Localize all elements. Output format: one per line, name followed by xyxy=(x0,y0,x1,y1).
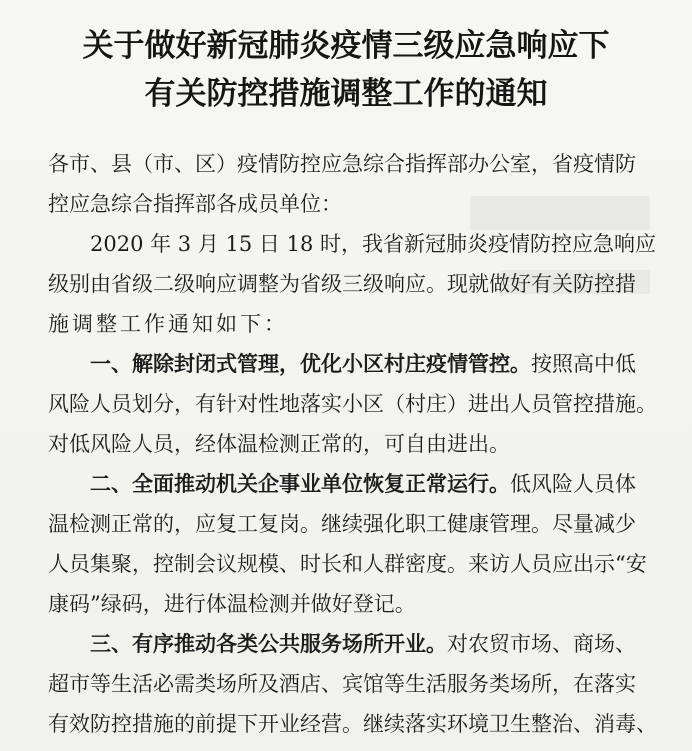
document-title xyxy=(0,22,692,118)
section-3-line-3: 有效防控措施的前提下开业经营。继续落实环境卫生整治、消毒、 xyxy=(48,712,657,736)
section-1-heading: 一、解除封闭式管理，优化小区村庄疫情管控。 xyxy=(90,352,531,376)
intro-line-2: 级别由省级二级响应调整为省级三级响应。现就做好有关防控措 xyxy=(48,272,636,296)
addressee-line-1: 各市、县（市、区）疫情防控应急综合指挥部办公室，省疫情防 xyxy=(48,152,636,176)
title-line-2: 有关防控措施调整工作的通知 xyxy=(144,76,548,112)
section-3-line-2: 超市等生活必需类场所及酒店、宾馆等生活服务类场所，在落实 xyxy=(48,672,636,696)
addressee-line-2: 控应急综合指挥部各成员单位： xyxy=(48,192,342,216)
intro-line-1: 2020 年 3 月 15 日 18 时，我省新冠肺炎疫情防控应急响应 xyxy=(90,232,656,256)
section-1-line-1-rest: 按照高中低 xyxy=(531,352,636,376)
section-1-line-1 xyxy=(48,344,660,384)
section-3-line-1 xyxy=(48,624,660,664)
section-2-heading: 二、全面推动机关企事业单位恢复正常运行。 xyxy=(90,472,510,496)
section-2-line-1-rest: 低风险人员体 xyxy=(510,472,636,496)
section-3-line-1-rest: 对农贸市场、商场、 xyxy=(447,632,636,656)
title-line-1: 关于做好新冠肺炎疫情三级应急响应下 xyxy=(82,28,610,64)
section-2-line-2: 温检测正常的，应复工复岗。继续强化职工健康管理。尽量减少 xyxy=(48,512,636,536)
section-2-line-3: 人员集聚，控制会议规模、时长和人群密度。来访人员应出示“安 xyxy=(48,552,647,576)
section-1-line-2: 风险人员划分，有针对性地落实小区（村庄）进出人员管控措施。 xyxy=(48,392,657,416)
section-2-line-1 xyxy=(48,464,660,504)
section-1-line-3: 对低风险人员，经体温检测正常的，可自由进出。 xyxy=(48,432,510,456)
section-2-line-4: 康码”绿码，进行体温检测并做好登记。 xyxy=(48,592,416,616)
document-body xyxy=(48,144,660,744)
section-3-heading: 三、有序推动各类公共服务场所开业。 xyxy=(90,632,447,656)
intro-line-3: 施调整工作通知如下： xyxy=(48,312,288,336)
